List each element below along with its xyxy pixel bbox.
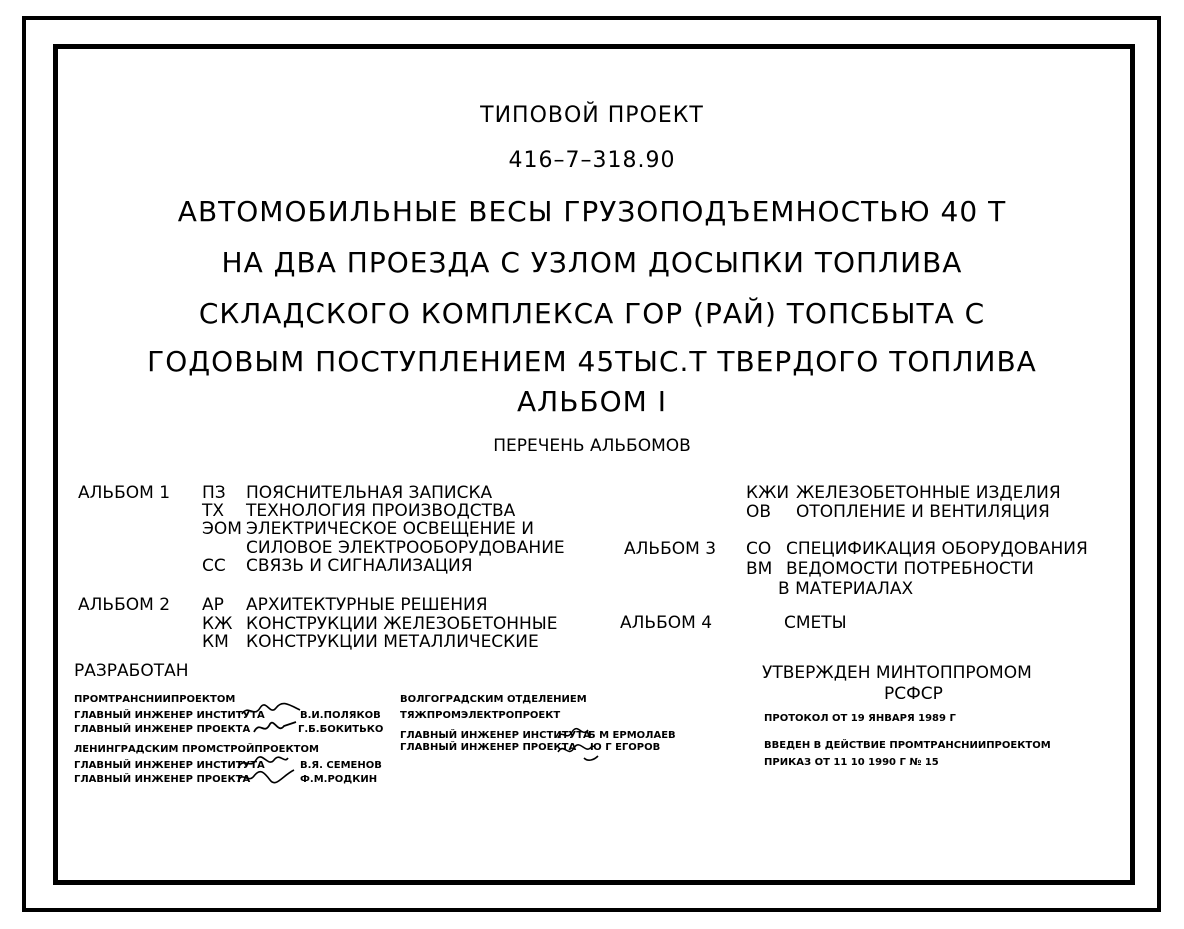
album-3-text-so: СПЕЦИФИКАЦИЯ ОБОРУДОВАНИЯ <box>786 539 1088 559</box>
album-2-text-km: КОНСТРУКЦИИ МЕТАЛЛИЧЕСКИЕ <box>246 632 539 652</box>
album-3-text-vm: ВЕДОМОСТИ ПОТРЕБНОСТИ <box>786 559 1034 579</box>
approved-line-1: УТВЕРЖДЕН МИНТОППРОМОМ <box>762 663 1032 683</box>
title-line-1: ТИПОВОЙ ПРОЕКТ <box>480 103 704 128</box>
album-3-code-so: СО <box>746 539 772 559</box>
album-title: АЛЬБОМ I <box>517 385 667 418</box>
album-2-code-kzh: КЖ <box>202 614 233 634</box>
enactment-order: ПРИКАЗ ОТ 11 10 1990 Г № 15 <box>764 757 939 768</box>
signature-egorov <box>556 740 600 764</box>
album-2-text-kzh: КОНСТРУКЦИИ ЖЕЛЕЗОБЕТОННЫЕ <box>246 614 558 634</box>
org-1-chief-engineer-name: В.И.ПОЛЯКОВ <box>300 710 381 721</box>
album-1-text-ov: ОТОПЛЕНИЕ И ВЕНТИЛЯЦИЯ <box>796 502 1050 522</box>
org-3-name-b: ТЯЖПРОМЭЛЕКТРОПРОЕКТ <box>400 710 561 721</box>
album-1-label: АЛЬБОМ 1 <box>78 483 171 503</box>
developed-heading: РАЗРАБОТАН <box>74 661 189 681</box>
album-1-text-pz: ПОЯСНИТЕЛЬНАЯ ЗАПИСКА <box>246 483 493 503</box>
album-1-code-ov: ОВ <box>746 502 772 522</box>
org-3-chief-engineer-name: Б М ЕРМОЛАЕВ <box>588 730 676 741</box>
org-3-project-engineer-role: ГЛАВНЫЙ ИНЖЕНЕР ПРОЕКТА <box>400 742 577 753</box>
signature-rodkin <box>236 766 296 788</box>
album-1-code-eom: ЭОМ <box>202 519 242 539</box>
org-3-project-engineer-name: Ю Г ЕГОРОВ <box>590 742 661 753</box>
title-line-4: НА ДВА ПРОЕЗДА С УЗЛОМ ДОСЫПКИ ТОПЛИВА <box>221 246 963 279</box>
title-line-6: ГОДОВЫМ ПОСТУПЛЕНИЕМ 45ТЫС.Т ТВЕРДОГО ТОПЛИВА <box>147 345 1037 378</box>
org-1-project-engineer-name: Г.Б.БОКИТЬКО <box>298 724 384 735</box>
org-3-name-a: ВОЛГОГРАДСКИМ ОТДЕЛЕНИЕМ <box>400 694 587 705</box>
album-2-code-km: КМ <box>202 632 229 652</box>
album-1-text-th: ТЕХНОЛОГИЯ ПРОИЗВОДСТВА <box>246 501 516 521</box>
album-1-text-eom: ЭЛЕКТРИЧЕСКОЕ ОСВЕЩЕНИЕ И <box>246 519 535 539</box>
org-3-chief-engineer-role: ГЛАВНЫЙ ИНЖЕНЕР ИНСТИТУТА <box>400 730 591 741</box>
album-list-heading: ПЕРЕЧЕНЬ АЛЬБОМОВ <box>493 436 691 456</box>
album-1-code-kzhi: КЖИ <box>746 483 790 503</box>
album-1-code-ss: СС <box>202 556 226 576</box>
title-line-5: СКЛАДСКОГО КОМПЛЕКСА ГОР (РАЙ) ТОПСБЫТА С <box>198 297 986 330</box>
signature-bokitko <box>252 716 298 738</box>
album-1-code-pz: ПЗ <box>202 483 226 503</box>
album-1-code-th: ТХ <box>202 501 225 521</box>
title-line-3: АВТОМОБИЛЬНЫЕ ВЕСЫ ГРУЗОПОДЪЕМНОСТЬЮ 40 Т <box>177 195 1007 228</box>
org-2-chief-engineer-name: В.Я. СЕМЕНОВ <box>300 760 382 771</box>
org-1-project-engineer-role: ГЛАВНЫЙ ИНЖЕНЕР ПРОЕКТА <box>74 724 251 735</box>
album-4-text-smety: СМЕТЫ <box>784 613 847 633</box>
org-2-name: ЛЕНИНГРАДСКИМ ПРОМСТРОЙПРОЕКТОМ <box>74 744 319 755</box>
org-2-project-engineer-name: Ф.М.РОДКИН <box>300 774 378 785</box>
album-3-text-vm-2: В МАТЕРИАЛАХ <box>778 579 914 599</box>
album-1-text-eom-2: СИЛОВОЕ ЭЛЕКТРООБОРУДОВАНИЕ <box>246 538 565 558</box>
album-3-code-vm: ВМ <box>746 559 773 579</box>
album-1-text-ss: СВЯЗЬ И СИГНАЛИЗАЦИЯ <box>246 556 473 576</box>
album-2-code-ar: АР <box>202 595 224 615</box>
album-2-text-ar: АРХИТЕКТУРНЫЕ РЕШЕНИЯ <box>246 595 488 615</box>
org-2-chief-engineer-role: ГЛАВНЫЙ ИНЖЕНЕР ИНСТИТУТА <box>74 760 265 771</box>
approval-protocol: ПРОТОКОЛ ОТ 19 ЯНВАРЯ 1989 Г <box>764 713 956 724</box>
approved-line-2: РСФСР <box>884 684 943 704</box>
org-1-name: ПРОМТРАНСНИИПРОЕКТОМ <box>74 694 236 705</box>
org-1-chief-engineer-role: ГЛАВНЫЙ ИНЖЕНЕР ИНСТИТУТА <box>74 710 265 721</box>
album-4-label: АЛЬБОМ 4 <box>620 613 713 633</box>
org-2-project-engineer-role: ГЛАВНЫЙ ИНЖЕНЕР ПРОЕКТА <box>74 774 251 785</box>
enacted-by: ВВЕДЕН В ДЕЙСТВИЕ ПРОМТРАНСНИИПРОЕКТОМ <box>764 740 1051 751</box>
project-number: 416–7–318.90 <box>508 148 676 173</box>
album-1-text-kzhi: ЖЕЛЕЗОБЕТОННЫЕ ИЗДЕЛИЯ <box>796 483 1061 503</box>
album-3-label: АЛЬБОМ 3 <box>624 539 717 559</box>
album-2-label: АЛЬБОМ 2 <box>78 595 171 615</box>
